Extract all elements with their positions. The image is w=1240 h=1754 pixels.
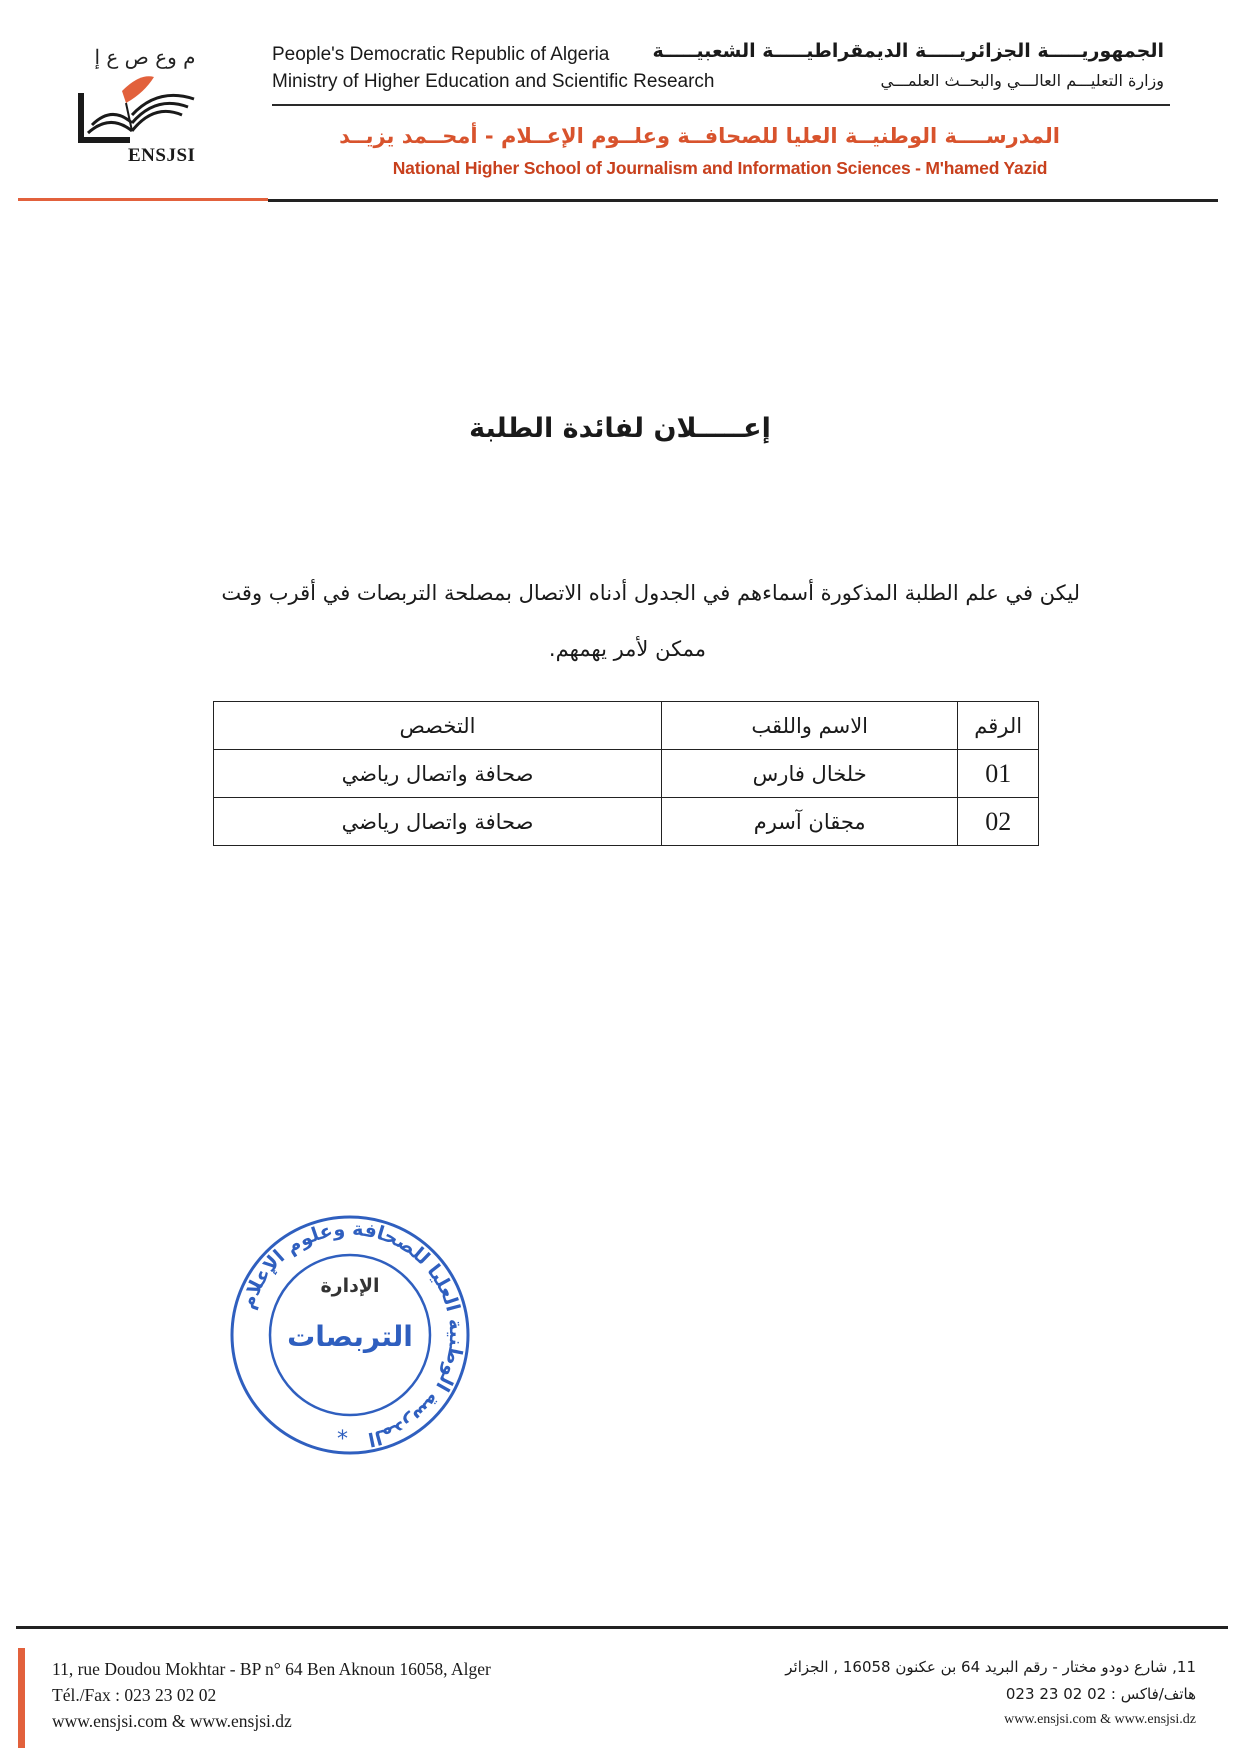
footer-rule — [16, 1626, 1228, 1629]
footer-accent-bar — [18, 1648, 25, 1748]
header-rule — [268, 199, 1218, 202]
announcement-paragraph — [175, 565, 1080, 677]
footer-address-en: 11, rue Doudou Mokhtar - BP n° 64 Ben Aknoun 16058, Alger — [52, 1659, 491, 1679]
row-number: 02 — [958, 798, 1039, 846]
table-row — [214, 750, 1039, 798]
table-row — [214, 798, 1039, 846]
announcement-title: إعـــــلان لفائدة الطلبة — [469, 413, 771, 444]
logo-motto: م وع ص ع إ — [94, 45, 196, 69]
stamp-outer-text: المدرسة الوطنية العليا للصحافة وعلوم الإعلام — [236, 1217, 468, 1451]
ministry-name-ar: وزارة التعليـــم العالـــي والبحــث العلمـــي — [880, 71, 1164, 90]
footer-phone-en: Tél./Fax : 023 23 02 02 — [52, 1685, 217, 1705]
stamp-star: * — [337, 1427, 348, 1452]
row-name: خلخال فارس — [661, 750, 957, 798]
footer-website-en: www.ensjsi.com & www.ensjsi.dz — [52, 1711, 292, 1731]
header-number: الرقم — [958, 702, 1039, 750]
footer-address-ar: 11, شارع دودو مختار - رقم البريد 64 بن عكنون 16058 , الجزائر — [785, 1658, 1196, 1676]
book-quill-icon — [70, 73, 220, 153]
footer-website-ar: www.ensjsi.com & www.ensjsi.dz — [1004, 1712, 1196, 1727]
row-name: مجقان آسرم — [661, 798, 957, 846]
header-divider — [272, 104, 1170, 106]
paragraph-line-2: ممكن لأمر يهمهم. — [548, 637, 707, 661]
row-specialty: صحافة واتصال رياضي — [214, 750, 662, 798]
school-logo — [70, 45, 220, 175]
school-name-en: National Higher School of Journalism and Information Sciences - M'hamed Yazid — [392, 158, 1048, 178]
ministry-name-en: Ministry of Higher Education and Scientific Research — [272, 71, 715, 92]
school-name-ar: المدرســــة الوطنيــة العليا للصحافــة وعلــوم الإعــلام - أمحــمد يزيــد — [339, 124, 1060, 148]
row-specialty: صحافة واتصال رياضي — [214, 798, 662, 846]
header-specialty: التخصص — [214, 702, 662, 750]
logo-name: ENSJSI — [128, 145, 196, 166]
header-accent-rule — [18, 198, 268, 201]
country-name-ar: الجمهوريـــــة الجزائريـــــة الديمقراطيـــــة الشعبيـــــة — [652, 40, 1164, 62]
students-table — [213, 701, 1039, 846]
official-stamp — [225, 1210, 475, 1460]
row-number: 01 — [958, 750, 1039, 798]
stamp-center-text: التربصات — [287, 1320, 413, 1353]
header-name: الاسم واللقب — [661, 702, 957, 750]
table-header-row — [214, 702, 1039, 750]
paragraph-line-1: ليكن في علم الطلبة المذكورة أسماءهم في الجدول أدناه الاتصال بمصلحة التربصات في أقرب وقت — [221, 581, 1080, 605]
stamp-top-text: الإدارة — [320, 1275, 380, 1297]
country-name-en: People's Democratic Republic of Algeria — [272, 44, 610, 65]
footer-phone-ar: هاتف/فاكس : 02 02 23 023 — [1005, 1685, 1196, 1703]
